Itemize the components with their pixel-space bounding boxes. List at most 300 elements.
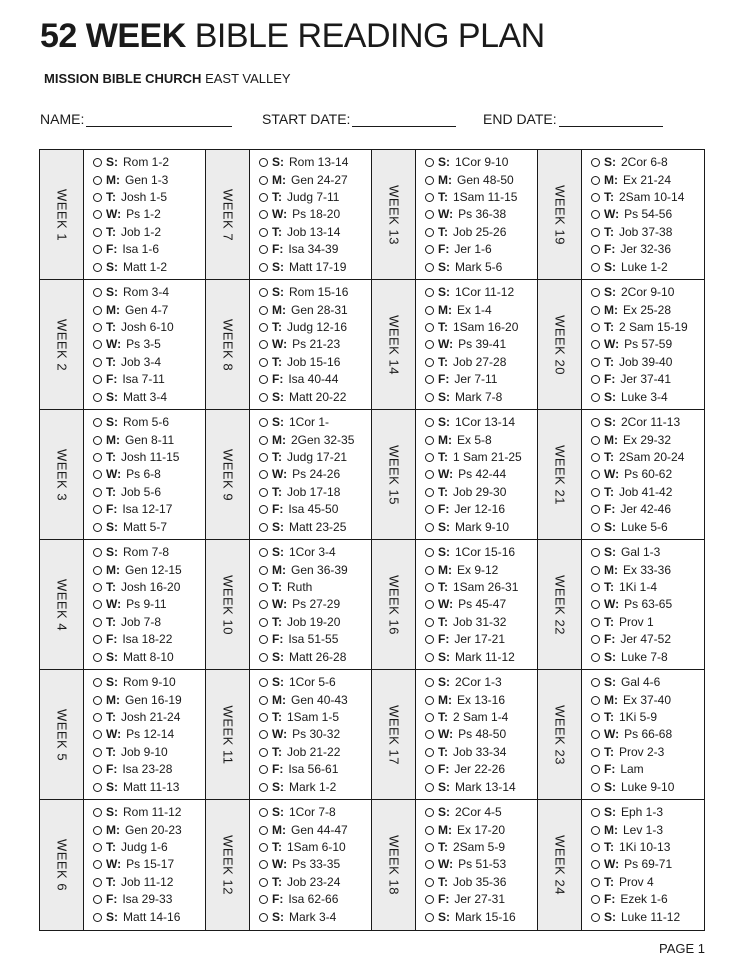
reading-item[interactable] <box>259 614 371 631</box>
reading-item[interactable] <box>259 336 371 353</box>
reading-item[interactable] <box>93 206 205 223</box>
checkbox-circle-icon[interactable] <box>425 375 434 384</box>
reading-item[interactable] <box>591 518 704 535</box>
reading-item[interactable] <box>591 596 704 613</box>
checkbox-circle-icon[interactable] <box>425 600 434 609</box>
checkbox-circle-icon[interactable] <box>259 583 268 592</box>
checkbox-circle-icon[interactable] <box>425 488 434 497</box>
reading-item[interactable] <box>259 431 371 448</box>
reading-item[interactable] <box>425 189 537 206</box>
checkbox-circle-icon[interactable] <box>591 488 600 497</box>
checkbox-circle-icon[interactable] <box>591 696 600 705</box>
reading-item[interactable] <box>425 744 537 761</box>
reading-item[interactable] <box>425 908 537 925</box>
checkbox-circle-icon[interactable] <box>259 678 268 687</box>
reading-item[interactable] <box>591 431 704 448</box>
reading-item[interactable] <box>591 354 704 371</box>
reading-item[interactable] <box>93 388 205 405</box>
reading-item[interactable] <box>259 674 371 691</box>
checkbox-circle-icon[interactable] <box>93 843 102 852</box>
checkbox-circle-icon[interactable] <box>425 748 434 757</box>
checkbox-circle-icon[interactable] <box>425 193 434 202</box>
reading-item[interactable] <box>259 258 371 275</box>
checkbox-circle-icon[interactable] <box>591 678 600 687</box>
checkbox-circle-icon[interactable] <box>591 913 600 922</box>
reading-item[interactable] <box>259 726 371 743</box>
reading-item[interactable] <box>425 171 537 188</box>
checkbox-circle-icon[interactable] <box>93 436 102 445</box>
checkbox-circle-icon[interactable] <box>425 765 434 774</box>
reading-item[interactable] <box>591 761 704 778</box>
checkbox-circle-icon[interactable] <box>259 826 268 835</box>
checkbox-circle-icon[interactable] <box>93 583 102 592</box>
reading-item[interactable] <box>425 804 537 821</box>
reading-item[interactable] <box>591 154 704 171</box>
checkbox-circle-icon[interactable] <box>259 193 268 202</box>
reading-item[interactable] <box>259 839 371 856</box>
reading-item[interactable] <box>425 449 537 466</box>
checkbox-circle-icon[interactable] <box>93 323 102 332</box>
reading-item[interactable] <box>425 778 537 795</box>
checkbox-circle-icon[interactable] <box>591 808 600 817</box>
checkbox-circle-icon[interactable] <box>591 323 600 332</box>
checkbox-circle-icon[interactable] <box>425 653 434 662</box>
checkbox-circle-icon[interactable] <box>259 228 268 237</box>
checkbox-circle-icon[interactable] <box>591 713 600 722</box>
checkbox-circle-icon[interactable] <box>591 210 600 219</box>
reading-item[interactable] <box>259 501 371 518</box>
checkbox-circle-icon[interactable] <box>259 393 268 402</box>
checkbox-circle-icon[interactable] <box>259 618 268 627</box>
checkbox-circle-icon[interactable] <box>259 878 268 887</box>
checkbox-circle-icon[interactable] <box>591 783 600 792</box>
reading-item[interactable] <box>591 579 704 596</box>
reading-item[interactable] <box>259 544 371 561</box>
reading-item[interactable] <box>591 388 704 405</box>
checkbox-circle-icon[interactable] <box>425 878 434 887</box>
reading-item[interactable] <box>93 518 205 535</box>
reading-item[interactable] <box>425 354 537 371</box>
reading-item[interactable] <box>259 561 371 578</box>
checkbox-circle-icon[interactable] <box>591 548 600 557</box>
reading-item[interactable] <box>259 631 371 648</box>
checkbox-circle-icon[interactable] <box>425 713 434 722</box>
checkbox-circle-icon[interactable] <box>591 453 600 462</box>
checkbox-circle-icon[interactable] <box>591 860 600 869</box>
reading-item[interactable] <box>259 744 371 761</box>
reading-item[interactable] <box>93 821 205 838</box>
reading-item[interactable] <box>259 189 371 206</box>
checkbox-circle-icon[interactable] <box>259 470 268 479</box>
checkbox-circle-icon[interactable] <box>93 566 102 575</box>
reading-item[interactable] <box>591 171 704 188</box>
checkbox-circle-icon[interactable] <box>93 523 102 532</box>
checkbox-circle-icon[interactable] <box>93 453 102 462</box>
checkbox-circle-icon[interactable] <box>425 860 434 869</box>
reading-item[interactable] <box>259 709 371 726</box>
reading-item[interactable] <box>425 336 537 353</box>
checkbox-circle-icon[interactable] <box>93 618 102 627</box>
reading-item[interactable] <box>425 431 537 448</box>
reading-item[interactable] <box>591 891 704 908</box>
checkbox-circle-icon[interactable] <box>93 158 102 167</box>
reading-item[interactable] <box>425 241 537 258</box>
reading-item[interactable] <box>259 579 371 596</box>
checkbox-circle-icon[interactable] <box>591 263 600 272</box>
checkbox-circle-icon[interactable] <box>259 765 268 774</box>
reading-item[interactable] <box>93 691 205 708</box>
reading-item[interactable] <box>591 821 704 838</box>
reading-item[interactable] <box>591 284 704 301</box>
reading-item[interactable] <box>93 579 205 596</box>
checkbox-circle-icon[interactable] <box>591 176 600 185</box>
checkbox-circle-icon[interactable] <box>259 245 268 254</box>
reading-item[interactable] <box>259 241 371 258</box>
checkbox-circle-icon[interactable] <box>259 323 268 332</box>
checkbox-circle-icon[interactable] <box>425 913 434 922</box>
reading-item[interactable] <box>591 744 704 761</box>
checkbox-circle-icon[interactable] <box>425 306 434 315</box>
reading-item[interactable] <box>93 466 205 483</box>
checkbox-circle-icon[interactable] <box>93 895 102 904</box>
checkbox-circle-icon[interactable] <box>591 158 600 167</box>
reading-item[interactable] <box>93 908 205 925</box>
reading-item[interactable] <box>591 501 704 518</box>
reading-item[interactable] <box>425 874 537 891</box>
checkbox-circle-icon[interactable] <box>259 713 268 722</box>
checkbox-circle-icon[interactable] <box>93 696 102 705</box>
reading-item[interactable] <box>591 908 704 925</box>
checkbox-circle-icon[interactable] <box>591 523 600 532</box>
reading-item[interactable] <box>93 484 205 501</box>
checkbox-circle-icon[interactable] <box>93 765 102 774</box>
reading-item[interactable] <box>425 319 537 336</box>
reading-item[interactable] <box>93 631 205 648</box>
reading-item[interactable] <box>591 561 704 578</box>
reading-item[interactable] <box>591 319 704 336</box>
checkbox-circle-icon[interactable] <box>93 488 102 497</box>
start-date-input-line[interactable] <box>352 108 456 127</box>
reading-item[interactable] <box>591 778 704 795</box>
checkbox-circle-icon[interactable] <box>259 808 268 817</box>
checkbox-circle-icon[interactable] <box>259 548 268 557</box>
checkbox-circle-icon[interactable] <box>259 340 268 349</box>
checkbox-circle-icon[interactable] <box>591 583 600 592</box>
checkbox-circle-icon[interactable] <box>93 748 102 757</box>
name-field[interactable] <box>40 108 232 127</box>
checkbox-circle-icon[interactable] <box>259 176 268 185</box>
start-date-field[interactable] <box>262 108 456 127</box>
reading-item[interactable] <box>259 518 371 535</box>
checkbox-circle-icon[interactable] <box>425 176 434 185</box>
checkbox-circle-icon[interactable] <box>591 748 600 757</box>
reading-item[interactable] <box>591 709 704 726</box>
checkbox-circle-icon[interactable] <box>425 826 434 835</box>
checkbox-circle-icon[interactable] <box>93 913 102 922</box>
reading-item[interactable] <box>425 631 537 648</box>
reading-item[interactable] <box>93 319 205 336</box>
reading-item[interactable] <box>425 821 537 838</box>
checkbox-circle-icon[interactable] <box>425 618 434 627</box>
checkbox-circle-icon[interactable] <box>93 653 102 662</box>
reading-item[interactable] <box>93 709 205 726</box>
reading-item[interactable] <box>259 761 371 778</box>
reading-item[interactable] <box>425 839 537 856</box>
checkbox-circle-icon[interactable] <box>93 245 102 254</box>
reading-item[interactable] <box>93 301 205 318</box>
reading-item[interactable] <box>591 674 704 691</box>
checkbox-circle-icon[interactable] <box>591 826 600 835</box>
reading-item[interactable] <box>93 189 205 206</box>
reading-item[interactable] <box>93 856 205 873</box>
checkbox-circle-icon[interactable] <box>425 288 434 297</box>
reading-item[interactable] <box>93 648 205 665</box>
checkbox-circle-icon[interactable] <box>259 653 268 662</box>
checkbox-circle-icon[interactable] <box>93 340 102 349</box>
reading-item[interactable] <box>425 709 537 726</box>
reading-item[interactable] <box>591 484 704 501</box>
checkbox-circle-icon[interactable] <box>425 436 434 445</box>
reading-item[interactable] <box>259 206 371 223</box>
reading-item[interactable] <box>259 414 371 431</box>
checkbox-circle-icon[interactable] <box>425 566 434 575</box>
reading-item[interactable] <box>425 154 537 171</box>
checkbox-circle-icon[interactable] <box>93 358 102 367</box>
checkbox-circle-icon[interactable] <box>425 418 434 427</box>
reading-item[interactable] <box>93 778 205 795</box>
reading-item[interactable] <box>591 856 704 873</box>
reading-item[interactable] <box>93 284 205 301</box>
reading-item[interactable] <box>93 614 205 631</box>
reading-item[interactable] <box>93 336 205 353</box>
reading-item[interactable] <box>259 648 371 665</box>
checkbox-circle-icon[interactable] <box>93 783 102 792</box>
checkbox-circle-icon[interactable] <box>259 843 268 852</box>
reading-item[interactable] <box>93 431 205 448</box>
checkbox-circle-icon[interactable] <box>259 696 268 705</box>
reading-item[interactable] <box>93 154 205 171</box>
checkbox-circle-icon[interactable] <box>591 228 600 237</box>
reading-item[interactable] <box>591 631 704 648</box>
reading-item[interactable] <box>425 856 537 873</box>
reading-item[interactable] <box>591 726 704 743</box>
reading-item[interactable] <box>591 371 704 388</box>
reading-item[interactable] <box>259 284 371 301</box>
checkbox-circle-icon[interactable] <box>425 340 434 349</box>
checkbox-circle-icon[interactable] <box>425 393 434 402</box>
checkbox-circle-icon[interactable] <box>93 470 102 479</box>
checkbox-circle-icon[interactable] <box>259 860 268 869</box>
reading-item[interactable] <box>259 891 371 908</box>
checkbox-circle-icon[interactable] <box>425 505 434 514</box>
reading-item[interactable] <box>425 596 537 613</box>
checkbox-circle-icon[interactable] <box>425 358 434 367</box>
checkbox-circle-icon[interactable] <box>591 418 600 427</box>
checkbox-circle-icon[interactable] <box>259 635 268 644</box>
checkbox-circle-icon[interactable] <box>93 263 102 272</box>
reading-item[interactable] <box>93 744 205 761</box>
reading-item[interactable] <box>425 466 537 483</box>
checkbox-circle-icon[interactable] <box>591 470 600 479</box>
checkbox-circle-icon[interactable] <box>93 418 102 427</box>
reading-item[interactable] <box>93 224 205 241</box>
reading-item[interactable] <box>425 891 537 908</box>
checkbox-circle-icon[interactable] <box>93 860 102 869</box>
reading-item[interactable] <box>591 449 704 466</box>
reading-item[interactable] <box>591 691 704 708</box>
reading-item[interactable] <box>259 319 371 336</box>
checkbox-circle-icon[interactable] <box>259 488 268 497</box>
checkbox-circle-icon[interactable] <box>259 505 268 514</box>
reading-item[interactable] <box>425 414 537 431</box>
checkbox-circle-icon[interactable] <box>425 470 434 479</box>
checkbox-circle-icon[interactable] <box>425 523 434 532</box>
checkbox-circle-icon[interactable] <box>591 358 600 367</box>
checkbox-circle-icon[interactable] <box>93 600 102 609</box>
checkbox-circle-icon[interactable] <box>259 783 268 792</box>
checkbox-circle-icon[interactable] <box>259 263 268 272</box>
end-date-input-line[interactable] <box>559 108 663 127</box>
reading-item[interactable] <box>425 518 537 535</box>
reading-item[interactable] <box>259 778 371 795</box>
checkbox-circle-icon[interactable] <box>259 418 268 427</box>
checkbox-circle-icon[interactable] <box>259 375 268 384</box>
checkbox-circle-icon[interactable] <box>591 566 600 575</box>
reading-item[interactable] <box>93 258 205 275</box>
checkbox-circle-icon[interactable] <box>93 193 102 202</box>
reading-item[interactable] <box>259 354 371 371</box>
checkbox-circle-icon[interactable] <box>259 566 268 575</box>
checkbox-circle-icon[interactable] <box>259 358 268 367</box>
checkbox-circle-icon[interactable] <box>425 808 434 817</box>
checkbox-circle-icon[interactable] <box>425 783 434 792</box>
checkbox-circle-icon[interactable] <box>259 748 268 757</box>
reading-item[interactable] <box>425 388 537 405</box>
reading-item[interactable] <box>425 301 537 318</box>
checkbox-circle-icon[interactable] <box>425 548 434 557</box>
checkbox-circle-icon[interactable] <box>93 228 102 237</box>
checkbox-circle-icon[interactable] <box>591 288 600 297</box>
reading-item[interactable] <box>425 761 537 778</box>
checkbox-circle-icon[interactable] <box>425 730 434 739</box>
checkbox-circle-icon[interactable] <box>591 895 600 904</box>
reading-item[interactable] <box>93 596 205 613</box>
reading-item[interactable] <box>425 674 537 691</box>
checkbox-circle-icon[interactable] <box>93 635 102 644</box>
reading-item[interactable] <box>591 466 704 483</box>
reading-item[interactable] <box>591 189 704 206</box>
checkbox-circle-icon[interactable] <box>425 678 434 687</box>
checkbox-circle-icon[interactable] <box>591 878 600 887</box>
checkbox-circle-icon[interactable] <box>93 306 102 315</box>
reading-item[interactable] <box>259 874 371 891</box>
reading-item[interactable] <box>93 501 205 518</box>
reading-item[interactable] <box>259 449 371 466</box>
checkbox-circle-icon[interactable] <box>93 288 102 297</box>
reading-item[interactable] <box>425 579 537 596</box>
checkbox-circle-icon[interactable] <box>93 730 102 739</box>
checkbox-circle-icon[interactable] <box>425 245 434 254</box>
reading-item[interactable] <box>425 544 537 561</box>
checkbox-circle-icon[interactable] <box>425 843 434 852</box>
checkbox-circle-icon[interactable] <box>591 843 600 852</box>
checkbox-circle-icon[interactable] <box>591 618 600 627</box>
checkbox-circle-icon[interactable] <box>425 635 434 644</box>
reading-item[interactable] <box>93 726 205 743</box>
checkbox-circle-icon[interactable] <box>591 375 600 384</box>
checkbox-circle-icon[interactable] <box>93 678 102 687</box>
reading-item[interactable] <box>93 414 205 431</box>
reading-item[interactable] <box>259 371 371 388</box>
checkbox-circle-icon[interactable] <box>591 505 600 514</box>
reading-item[interactable] <box>259 691 371 708</box>
checkbox-circle-icon[interactable] <box>591 730 600 739</box>
reading-item[interactable] <box>591 336 704 353</box>
reading-item[interactable] <box>93 561 205 578</box>
checkbox-circle-icon[interactable] <box>93 713 102 722</box>
reading-item[interactable] <box>259 821 371 838</box>
reading-item[interactable] <box>93 449 205 466</box>
reading-item[interactable] <box>259 908 371 925</box>
checkbox-circle-icon[interactable] <box>93 176 102 185</box>
reading-item[interactable] <box>591 414 704 431</box>
checkbox-circle-icon[interactable] <box>259 600 268 609</box>
reading-item[interactable] <box>425 501 537 518</box>
reading-item[interactable] <box>259 154 371 171</box>
checkbox-circle-icon[interactable] <box>425 895 434 904</box>
reading-item[interactable] <box>259 171 371 188</box>
reading-item[interactable] <box>93 839 205 856</box>
checkbox-circle-icon[interactable] <box>259 288 268 297</box>
checkbox-circle-icon[interactable] <box>591 393 600 402</box>
checkbox-circle-icon[interactable] <box>591 436 600 445</box>
reading-item[interactable] <box>93 544 205 561</box>
checkbox-circle-icon[interactable] <box>93 505 102 514</box>
reading-item[interactable] <box>591 224 704 241</box>
checkbox-circle-icon[interactable] <box>591 245 600 254</box>
checkbox-circle-icon[interactable] <box>259 523 268 532</box>
reading-item[interactable] <box>259 484 371 501</box>
checkbox-circle-icon[interactable] <box>425 263 434 272</box>
reading-item[interactable] <box>93 371 205 388</box>
reading-item[interactable] <box>591 241 704 258</box>
reading-item[interactable] <box>591 258 704 275</box>
checkbox-circle-icon[interactable] <box>93 808 102 817</box>
checkbox-circle-icon[interactable] <box>93 878 102 887</box>
checkbox-circle-icon[interactable] <box>591 635 600 644</box>
checkbox-circle-icon[interactable] <box>259 913 268 922</box>
checkbox-circle-icon[interactable] <box>591 653 600 662</box>
reading-item[interactable] <box>259 224 371 241</box>
checkbox-circle-icon[interactable] <box>259 453 268 462</box>
reading-item[interactable] <box>259 804 371 821</box>
reading-item[interactable] <box>425 561 537 578</box>
reading-item[interactable] <box>591 839 704 856</box>
reading-item[interactable] <box>93 241 205 258</box>
reading-item[interactable] <box>93 354 205 371</box>
reading-item[interactable] <box>425 691 537 708</box>
reading-item[interactable] <box>425 614 537 631</box>
checkbox-circle-icon[interactable] <box>591 340 600 349</box>
reading-item[interactable] <box>259 466 371 483</box>
reading-item[interactable] <box>93 171 205 188</box>
checkbox-circle-icon[interactable] <box>93 826 102 835</box>
reading-item[interactable] <box>591 804 704 821</box>
checkbox-circle-icon[interactable] <box>425 210 434 219</box>
reading-item[interactable] <box>93 761 205 778</box>
checkbox-circle-icon[interactable] <box>259 306 268 315</box>
reading-item[interactable] <box>591 206 704 223</box>
